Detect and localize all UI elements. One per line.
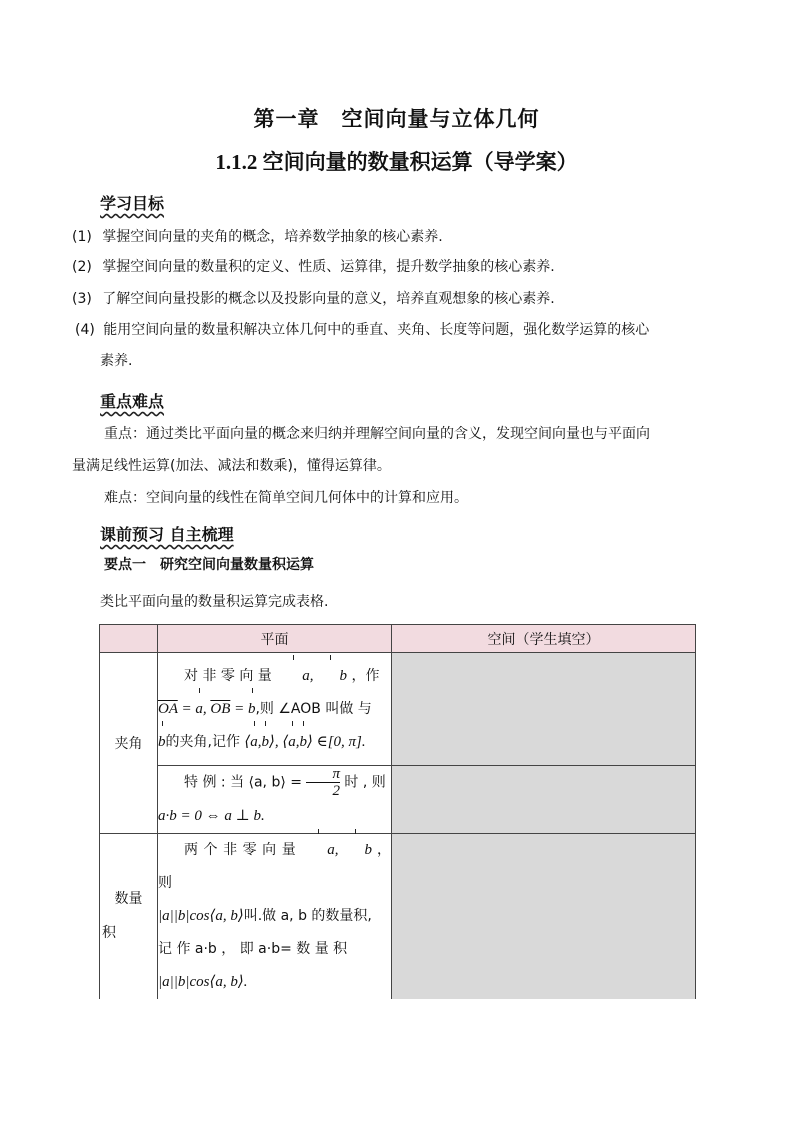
angle-def-line-3: b的夹角,记作 ⟨a,b⟩, ⟨a,b⟩ ∈[0, π]. (158, 726, 391, 759)
angle-definition-cell (158, 653, 392, 766)
table-lead: 类比平面向量的数量积运算完成表格. (100, 594, 329, 610)
angle-definition-answer-cell[interactable] (392, 653, 696, 766)
vector-a-b: a, b (276, 668, 347, 684)
point-one-heading: 要点一 研究空间向量数量积运算 (104, 557, 314, 573)
row-label-dot-product: 数量 积 (100, 833, 158, 999)
corner-cell (100, 625, 158, 653)
angle-special-answer-cell[interactable] (392, 766, 696, 834)
special-case-line-1: 特 例 : 当 ⟨a, b⟩ = $\frac{\pi}{2}$ 时 , 则 (184, 766, 386, 799)
oa-ob-expression: $\overline{OA} = a$, $\overline{OB} = b$ (158, 701, 255, 717)
pi-over-two: $\frac{\pi}{2}$ (306, 766, 340, 799)
focus-line-1: 重点：通过类比平面向量的概念来归纳并理解空间向量的含义，发现空间向量也与平面向 (104, 426, 650, 442)
focus-line-2: 量满足线性运算(加法、减法和数乘)，懂得运算律。 (72, 458, 391, 474)
dot-def-line-2: |a||b|cos⟨a, b⟩叫.做 a, b 的数量积, (158, 907, 372, 924)
row-label-angle: 夹角 (100, 653, 158, 834)
objective-item-3: (3) 了解空间向量投影的概念以及投影向量的意义，培养直观想象的核心素养. (72, 291, 555, 307)
dot-product-answer-cell[interactable] (392, 833, 696, 999)
objectives-heading: 学习目标 (100, 194, 165, 213)
objective-item-4: (4) 能用空间向量的数量积解决立体几何中的垂直、夹角、长度等问题，强化数学运算的核心 (75, 322, 650, 338)
keypoints-heading: 重点难点 (100, 392, 165, 411)
difficulty-line: 难点：空间向量的线性在简单空间几何体中的计算和应用。 (104, 490, 468, 506)
objective-item-1: (1) 掌握空间向量的夹角的概念，培养数学抽象的核心素养. (72, 229, 443, 245)
angle-def-line-1: 对 非 零 向 量 a, b ，作 (158, 660, 391, 693)
angle-notation: ⟨a,b⟩, ⟨a,b⟩ (244, 734, 312, 750)
dot-def-line-1: 两 个 非 零 向 量 a, b ，则 (158, 834, 391, 900)
objective-item-4-cont: 素养. (100, 353, 133, 369)
preview-heading: 课前预习 自主梳理 (100, 525, 234, 544)
table-header-row (100, 625, 696, 653)
special-case-line-2: a·b = 0 ⇔ a ⊥ b. (158, 807, 265, 824)
angle-def-line-2: $\overline{OA} = a$, $\overline{OB} = b$,则 ∠AOB 叫做 与 (158, 693, 391, 726)
table-row (100, 653, 696, 766)
table-row (100, 766, 696, 834)
angle-special-case-cell (158, 766, 392, 834)
comparison-table (99, 624, 696, 999)
chapter-title: 第一章 空间向量与立体几何 (253, 107, 540, 131)
col-space-header: 空间（学生填空） (392, 625, 696, 653)
col-plane-header: 平面 (158, 625, 392, 653)
dot-def-line-4: |a||b|cos⟨a, b⟩. (158, 973, 248, 990)
objective-item-2: (2) 掌握空间向量的数量积的定义、性质、运算律，提升数学抽象的核心素养. (72, 259, 555, 275)
table-row (100, 833, 696, 999)
lesson-title: 1.1.2 空间向量的数量积运算（导学案） (215, 150, 578, 174)
dot-def-line-3: 记 作 a·b ， 即 a·b= 数 量 积 (158, 940, 348, 957)
dot-product-definition-cell (158, 833, 392, 999)
